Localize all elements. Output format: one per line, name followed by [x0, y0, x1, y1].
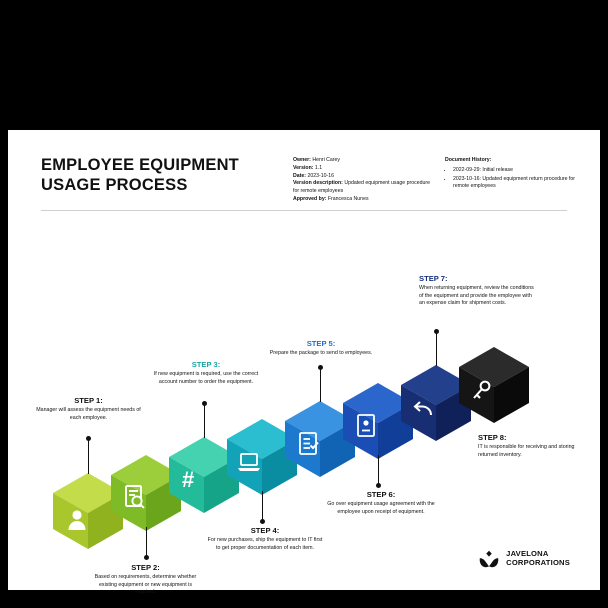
meta-version-row — [293, 165, 433, 173]
step-label-5 — [266, 339, 376, 358]
infographic-page — [8, 130, 600, 596]
meta-date-row — [293, 173, 433, 181]
page-title-line1: EMPLOYEE EQUIPMENT — [41, 156, 239, 174]
document-history-list — [445, 167, 575, 191]
step-stem-7 — [436, 333, 437, 366]
step-stem-1 — [88, 440, 89, 474]
step-label-1-text: Manager will assess the equipment needs of each employee. — [36, 407, 141, 421]
step-dot-1 — [86, 436, 91, 441]
step-label-8-text: IT is responsible for receiving and storing returned inventory. — [478, 444, 575, 458]
step-label-4-title: STEP 4: — [250, 526, 280, 535]
meta-owner-row — [293, 157, 433, 165]
step-stem-3 — [204, 405, 205, 438]
step-label-7 — [419, 274, 537, 308]
meta-date-label: Date: — [293, 172, 306, 179]
step-dot-3 — [202, 401, 207, 406]
step-stem-5 — [320, 369, 321, 402]
meta-approved-label: Approved by: — [293, 195, 327, 202]
step-label-6 — [322, 490, 440, 516]
step-dot-2 — [144, 555, 149, 560]
step-label-5-title: STEP 5: — [306, 339, 336, 348]
step-stem-2 — [146, 527, 147, 557]
meta-version-desc-label: Version description: — [293, 180, 343, 187]
step-label-8-title: STEP 8: — [478, 433, 507, 442]
document-history — [445, 157, 575, 192]
meta-owner-value: Henri Carey — [312, 157, 341, 163]
svg-text:#: # — [182, 467, 195, 492]
document-history-item: • 2023-10-16: Updated equipment return procedure for remote employees — [453, 176, 575, 192]
step-label-6-title: STEP 6: — [366, 490, 396, 499]
step-label-4 — [206, 526, 324, 552]
meta-date-value: 2023-10-16 — [307, 172, 334, 179]
document-history-item: • 2022-09-29: Initial release — [453, 167, 575, 175]
meta-version-value: 1.1 — [314, 164, 323, 171]
step-dot-5 — [318, 365, 323, 370]
step-label-3-text: If new equipment is required, use the correct account number to order the equipment. — [153, 371, 259, 385]
step-label-2-title: STEP 2: — [131, 563, 160, 572]
step-stem-4 — [262, 491, 263, 521]
step-label-3 — [151, 360, 261, 386]
step-label-2 — [88, 563, 203, 597]
footer-logo — [478, 548, 570, 570]
step-stem-6 — [378, 455, 379, 485]
document-meta — [293, 157, 433, 204]
brand-name-line1: JAVELONA — [506, 549, 549, 559]
meta-approved-row — [293, 196, 433, 204]
step-label-3-title: STEP 3: — [191, 360, 221, 369]
step-label-7-text: When returning equipment, review the conditions of the equipment and provide the employee with an expense claim for shipment costs. — [419, 285, 534, 307]
brand-name-line2: CORPORATIONS — [506, 558, 570, 567]
meta-version-desc-value: Updated equipment usage procedure for remote employees — [293, 180, 430, 195]
step-label-4-text: For new purchases, ship the equipment to IT first to get proper documentation of each item. — [207, 537, 323, 551]
header-divider — [41, 210, 567, 211]
page-title — [41, 155, 291, 195]
brand-name — [506, 550, 570, 567]
step-dot-6 — [376, 483, 381, 488]
meta-owner-label: Owner: — [293, 157, 311, 163]
step-label-7-title: STEP 7: — [419, 274, 448, 283]
step-label-1 — [36, 396, 141, 422]
meta-approved-value: Francesca Nunes — [327, 195, 369, 202]
step-dot-7 — [434, 329, 439, 334]
hands-holding-icon — [478, 548, 500, 570]
step-label-5-text: Prepare the package to send to employees. — [269, 350, 373, 356]
meta-version-desc-row — [293, 180, 433, 196]
document-history-label: Document History: — [445, 157, 492, 163]
step-label-8 — [478, 433, 588, 459]
step-dot-4 — [260, 519, 265, 524]
step-cube-8[interactable] — [459, 347, 529, 423]
meta-version-label: Version: — [293, 164, 314, 171]
step-label-2-text: Based on requirements, determine whether existing equipment or new equipment is required. — [94, 574, 197, 596]
step-label-6-text: Go over equipment usage agreement with the employee upon receipt of equipment. — [327, 501, 435, 515]
step-label-1-title: STEP 1: — [74, 396, 103, 405]
page-title-line2: USAGE PROCESS — [41, 176, 188, 195]
